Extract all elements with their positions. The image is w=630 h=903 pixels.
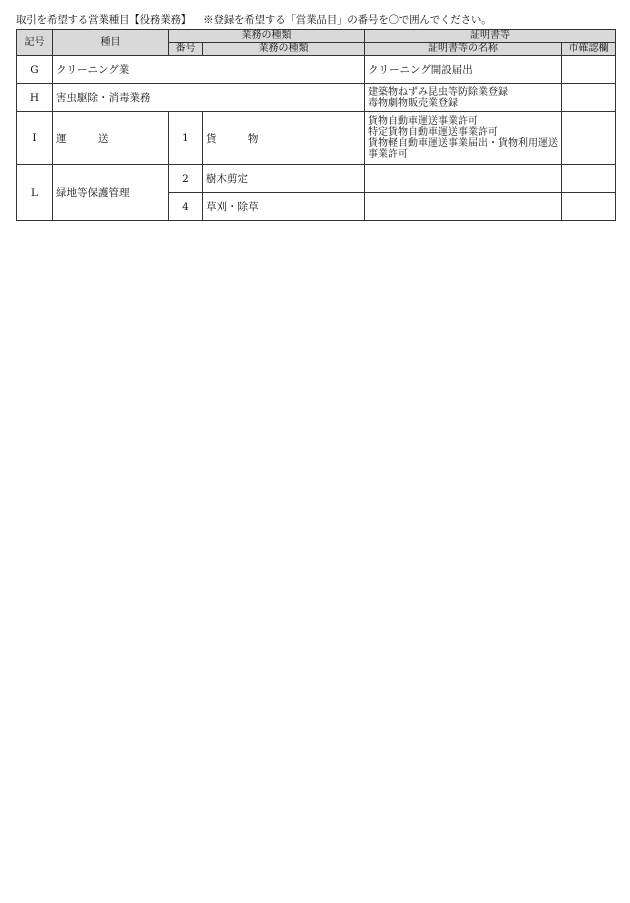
business-category-table bbox=[16, 29, 616, 221]
city-confirm-cell[interactable] bbox=[562, 56, 616, 84]
item-number[interactable]: 2 bbox=[169, 165, 203, 193]
header-business-type: 業務の種類 bbox=[203, 43, 365, 56]
row-code: I bbox=[17, 112, 53, 165]
row-category: クリーニング業 bbox=[53, 56, 365, 84]
certificate-name: 貨物軽自動車運送事業届出・貨物利用運送事業許可 bbox=[368, 138, 558, 160]
certificate-name: 特定貨物自動車運送事業許可 bbox=[368, 127, 498, 138]
certificate-name-empty bbox=[365, 193, 562, 221]
header-business-types: 業務の種類 bbox=[169, 30, 365, 43]
item-name: 樹木剪定 bbox=[203, 165, 365, 193]
certificate-name: クリーニング開設届出 bbox=[365, 56, 562, 84]
header-certificate-name: 証明書等の名称 bbox=[365, 43, 562, 56]
table-row-h bbox=[17, 84, 616, 112]
row-category bbox=[53, 112, 169, 165]
city-confirm-cell[interactable] bbox=[562, 84, 616, 112]
certificate-name: 建築物ねずみ昆虫等防除業登録 bbox=[368, 86, 508, 98]
row-category-label: 運 送 bbox=[56, 132, 123, 145]
heading-instruction: ※登録を希望する「営業品目」の番号を〇で囲んでください。 bbox=[203, 14, 492, 26]
certificate-names bbox=[365, 84, 562, 112]
city-confirm-cell[interactable] bbox=[562, 165, 616, 193]
item-name: 草刈・除草 bbox=[203, 193, 365, 221]
row-category: 緑地等保護管理 bbox=[53, 165, 169, 221]
certificate-name: 貨物自動車運送事業許可 bbox=[368, 116, 478, 127]
header-code: 記号 bbox=[17, 30, 53, 56]
table-row-l bbox=[17, 165, 616, 193]
row-code: G bbox=[17, 56, 53, 84]
header-certificates: 証明書等 bbox=[365, 30, 616, 43]
row-category: 害虫駆除・消毒業務 bbox=[53, 84, 365, 112]
header-row-1 bbox=[17, 30, 616, 43]
row-code: L bbox=[17, 165, 53, 221]
item-name-label: 貨 物 bbox=[206, 132, 273, 145]
item-number[interactable]: 4 bbox=[169, 193, 203, 221]
city-confirm-cell[interactable] bbox=[562, 193, 616, 221]
item-number[interactable]: 1 bbox=[169, 112, 203, 165]
row-code: H bbox=[17, 84, 53, 112]
certificate-name-empty bbox=[365, 165, 562, 193]
city-confirm-cell[interactable] bbox=[562, 112, 616, 165]
table-row-g bbox=[17, 56, 616, 84]
certificate-names bbox=[365, 112, 562, 165]
header-category: 種目 bbox=[53, 30, 169, 56]
item-name bbox=[203, 112, 365, 165]
heading-title: 取引を希望する営業種目【役務業務】 bbox=[16, 14, 192, 26]
form-heading bbox=[16, 13, 492, 27]
header-city-confirm: 市確認欄 bbox=[562, 43, 616, 56]
table-row-i bbox=[17, 112, 616, 165]
certificate-name: 毒物劇物販売業登録 bbox=[368, 97, 458, 109]
header-number: 番号 bbox=[169, 43, 203, 56]
